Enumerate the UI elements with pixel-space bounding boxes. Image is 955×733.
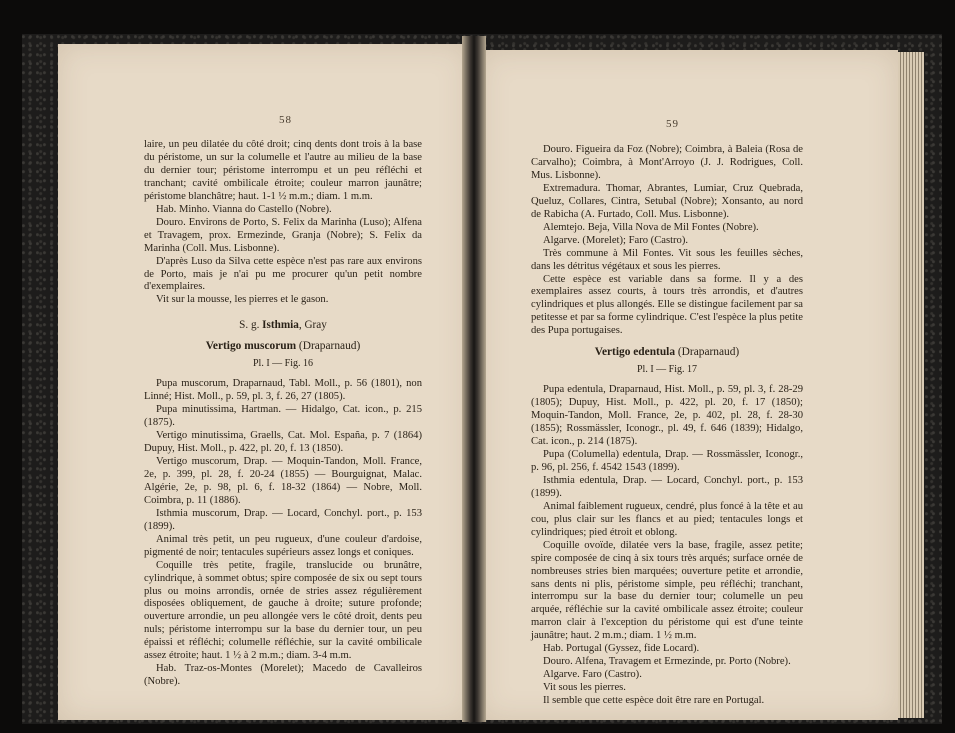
paragraph: Alemtejo. Beja, Villa Nova de Mil Fontes (Nobre).	[543, 221, 759, 233]
left-page-text	[144, 139, 422, 689]
right-page-text	[531, 144, 803, 708]
paragraph: Pupa edentula, Draparnaud, Hist. Moll., p. 59, pl. 3, f. 28-29 (1805); Dupuy, Hist. Moll., p. 422, pl. 20, f. 17 (1850); Moquin-Tandon, Moll. France, 2e, p. 402, pl. 28, f. 28-30 (1855); Rossmässler, Iconogr., pl. 49, f. 646 (1839); Hidalgo, Cat. icon., p. 214 (1875).	[531, 384, 803, 448]
paragraph: Isthmia muscorum, Drap. — Locard, Conchyl. port., p. 153 (1899).	[144, 507, 422, 532]
paragraph: Vit sous les pierres.	[543, 682, 626, 694]
paragraph: Animal très petit, un peu rugueux, d'une couleur d'ardoise, pigmenté de noir; tentacules supérieurs assez longs et coniques.	[144, 533, 422, 558]
right-page-number: 59	[666, 118, 679, 130]
left-page-number: 58	[279, 114, 292, 126]
paragraph: laire, un peu dilatée du côté droit; cinq dents dont trois à la base du péristome, un sur la columelle et l'autre au milieu de la base du dernier tour; péristome interrompu et un peu réfléchi et tranchant; cavité ombilicale étroite; couleur marron jaunâtre; péristome blanchâtre; haut. 1-1 ½ m.m.; diam. 1 m.m.	[144, 139, 422, 202]
paragraph: Algarve. Faro (Castro).	[543, 669, 642, 681]
species-heading: Vertigo muscorum (Draparnaud)	[205, 340, 361, 353]
plate-reference: Pl. I — Fig. 17	[636, 364, 697, 376]
paragraph: Vertigo muscorum, Drap. — Moquin-Tandon, Moll. France, 2e, p. 399, pl. 28, f. 20-24 (1855) — Bourguignat, Malac. Algérie, 2e, p. 98, pl. 6, f. 18-32 (1864) — Nobre, Moll. Coimbra, p. 11 (1886).	[144, 455, 422, 506]
paragraph: Douro. Environs de Porto, S. Felix da Marinha (Luso); Alfena et Travagem, prox. Ermezinde, Granja (Nobre); S. Felix da Marinha (Coll. Mus. Lisbonne).	[144, 216, 422, 254]
paragraph: Très commune à Mil Fontes. Vit sous les feuilles sèches, dans les détritus végétaux et sous les pierres.	[531, 247, 803, 272]
subgenus-heading: S. g. Isthmia, Gray	[239, 319, 327, 332]
paragraph: Pupa (Columella) edentula, Drap. — Rossmässler, Iconogr., p. 96, pl. 256, f. 4542 1543 (1899).	[531, 448, 803, 473]
paragraph: Douro. Figueira da Foz (Nobre); Coimbra, à Baleia (Rosa de Carvalho); Coimbra, à Mont'Arroyo (J. J. Rodrigues, Coll. Mus. Lisbonne).	[531, 144, 803, 181]
paragraph: Coquille très petite, fragile, translucide ou brunâtre, cylindrique, à sommet obtus; spire composée de six ou sept tours plus ou moins arrondis, ornée de stries assez régulièrement disposées obliquement, de gauche à droite; suture profonde; ouverture arrondie, un peu allongée vers le côté droit, dents peu nuls; péristome interrompu sur la base du dernier tour, un peu épaissi et réfléchi; columelle réfléchie, sur la cavité ombilicale assez étroite; haut. 1 ½ à 2 m.m.; diam. 3-4 m.m.	[144, 559, 422, 662]
paragraph: Hab. Portugal (Gyssez, fide Locard).	[543, 643, 700, 655]
paragraph: Douro. Alfena, Travagem et Ermezinde, pr. Porto (Nobre).	[543, 656, 791, 668]
paragraph: Pupa minutissima, Hartman. — Hidalgo, Cat. icon., p. 215 (1875).	[144, 404, 422, 429]
paragraph: Isthmia edentula, Drap. — Locard, Conchyl. port., p. 153 (1899).	[531, 474, 803, 499]
paragraph: Il semble que cette espèce doit être rare en Portugal.	[543, 695, 765, 707]
book-spine	[462, 36, 486, 722]
paragraph: Animal faiblement rugueux, cendré, plus foncé à la tête et au cou, plus clair sur les flancs et au pied; tentacules longs et cylindriques; pied étroit et oblong.	[531, 500, 803, 538]
paragraph: D'après Luso da Silva cette espèce n'est pas rare aux environs de Porto, mais je n'ai pu me procurer qu'un petit nombre d'exemplaires.	[144, 255, 422, 293]
species-heading: Vertigo edentula (Draparnaud)	[594, 346, 740, 359]
paragraph: Hab. Traz-os-Montes (Morelet); Macedo de Cavalleiros (Nobre).	[144, 663, 422, 688]
paragraph: Algarve. (Morelet); Faro (Castro).	[543, 234, 689, 246]
paragraph: Hab. Minho. Vianna do Castello (Nobre).	[156, 203, 332, 215]
paragraph: Coquille ovoïde, dilatée vers la base, fragile, assez petite; spire composée de cinq à six tours très arqués; surface ornée de nombreuses stries bien marquées; ouverture petite et arrondie, sans dents ni plis, péristome simple, peu réfléchi; tranchant, interrompu sur la base du dernier tour; columelle un peu arquée, réfléchie sur la cavité ombilicale assez étroite; couleur marron clair à l'exception du péristome qui est d'une teinte jaunâtre; haut. 2 m.m.; diam. 1 ½ m.m.	[531, 539, 803, 642]
paragraph: Pupa muscorum, Draparnaud, Tabl. Moll., p. 56 (1801), non Linné; Hist. Moll., p. 59, pl. 3, f. 26, 27 (1805).	[144, 378, 422, 403]
paragraph: Extremadura. Thomar, Abrantes, Lumiar, Cruz Quebrada, Queluz, Collares, Cintra, Setubal (Nobre); Xonsanto, au nord de Rabicha (A. Furtado, Coll. Mus. Lisbonne).	[531, 182, 803, 220]
plate-reference: Pl. I — Fig. 16	[252, 358, 313, 370]
paragraph: Cette espèce est variable dans sa forme. Il y a des exemplaires assez courts, à tours très arrondis, et d'autres cylindriques et plus allongés. Elle se distingue facilement par sa petitesse et par sa forme cylindrique. C'est l'espèce la plus petite des Pupa portugaises.	[531, 273, 803, 337]
paragraph: Vertigo minutissima, Graells, Cat. Mol. España, p. 7 (1864) Dupuy, Hist. Moll., p. 422, pl. 20, f. 13 (1850).	[144, 430, 422, 455]
paragraph: Vit sur la mousse, les pierres et le gason.	[156, 294, 329, 306]
page-edges	[898, 52, 924, 718]
